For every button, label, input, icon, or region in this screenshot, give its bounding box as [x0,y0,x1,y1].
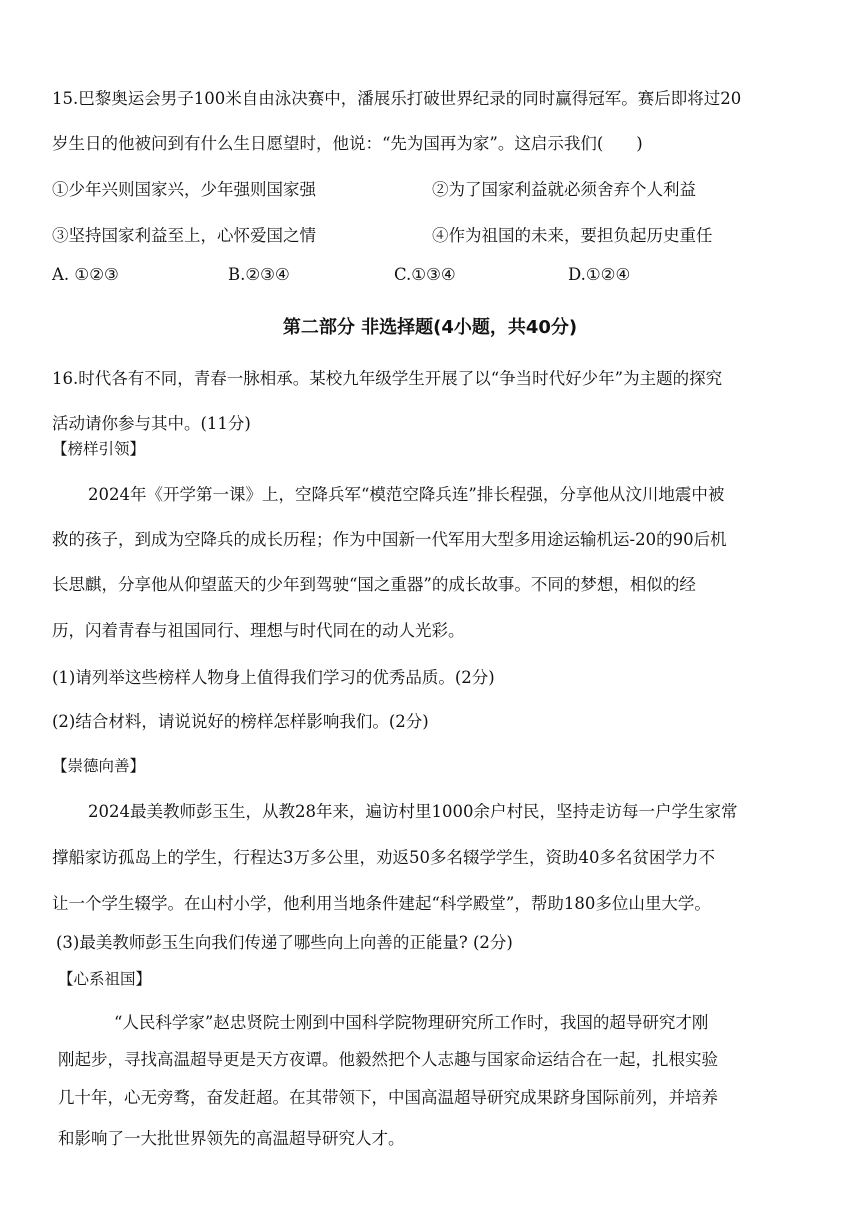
patriotism-paragraph-line1: “人民科学家”赵忠贤院士刚到中国科学院物理研究所工作时，我国的超导研究才刚 [114,1013,709,1032]
q15-option-c: C.①③④ [394,265,456,284]
q15-statement-2: ②为了国家利益就必须舍弃个人利益 [432,180,696,199]
q15-statement-3: ③坚持国家利益至上，心怀爱国之情 [52,226,316,245]
sub-question-2: (2)结合材料，请说说好的榜样怎样影响我们。(2分) [52,712,429,731]
virtue-paragraph-line1: 2024最美教师彭玉生，从教28年来，遍访村里1000余户村民，坚持走访每一户学生家常 [88,802,738,821]
patriotism-paragraph-line2: 刚起步，寻找高温超导更是天方夜谭。他毅然把个人志趣与国家命运结合在一起，扎根实验 [58,1050,718,1069]
section-title-patriotism: 【心系祖国】 [58,970,152,988]
virtue-paragraph-line2: 撑船家访孤岛上的学生，行程达3万多公里，劝返50多名辍学学生，资助40多名贫困学力不 [52,848,715,867]
section-title-role-models: 【榜样引领】 [52,440,146,458]
role-models-paragraph-line1: 2024年《开学第一课》上，空降兵军“模范空降兵连”排长程强，分享他从汶川地震中被 [88,485,725,504]
sub-question-1: (1)请列举这些榜样人物身上值得我们学习的优秀品质。(2分) [52,668,495,687]
q15-option-a: A. ①②③ [52,265,119,284]
virtue-paragraph-line3: 让一个学生辍学。在山村小学，他利用当地条件建起“科学殿堂”，帮助180多位山里大学。 [52,894,711,913]
q15-statement-1: ①少年兴则国家兴，少年强则国家强 [52,180,316,199]
sub-question-3: (3)最美教师彭玉生向我们传递了哪些向上向善的正能量? (2分) [56,933,513,952]
role-models-paragraph-line2: 救的孩子，到成为空降兵的成长历程；作为中国新一代军用大型多用途运输机运-20的90后机 [52,530,727,549]
q16-intro-line1: 16.时代各有不同，青春一脉相承。某校九年级学生开展了以“争当时代好少年”为主题的探究 [52,369,723,388]
q16-intro-line2: 活动请你参与其中。(11分) [52,414,251,433]
q15-stem-line1: 15.巴黎奥运会男子100米自由泳决赛中，潘展乐打破世界纪录的同时赢得冠军。赛后即将过20 [52,89,742,108]
role-models-paragraph-line3: 长思麒，分享他从仰望蓝天的少年到驾驶“国之重器”的成长故事。不同的梦想，相似的经 [52,575,696,594]
q15-stem-line2: 岁生日的他被问到有什么生日愿望时，他说：“先为国再为家”。这启示我们( ) [52,134,643,153]
q15-option-d: D.①②④ [568,265,631,284]
patriotism-paragraph-line4: 和影响了一大批世界领先的高温超导研究人才。 [58,1129,405,1148]
q15-statement-4: ④作为祖国的未来，要担负起历史重任 [432,226,713,245]
part-two-heading: 第二部分 非选择题(4小题，共40分) [282,317,578,338]
q15-option-b: B.②③④ [228,265,290,284]
section-title-virtue: 【崇德向善】 [52,757,146,775]
patriotism-paragraph-line3: 几十年，心无旁骛，奋发赶超。在其带领下，中国高温超导研究成果跻身国际前列，并培养 [58,1088,718,1107]
role-models-paragraph-line4: 历，闪着青春与祖国同行、理想与时代同在的动人光彩。 [52,621,465,640]
